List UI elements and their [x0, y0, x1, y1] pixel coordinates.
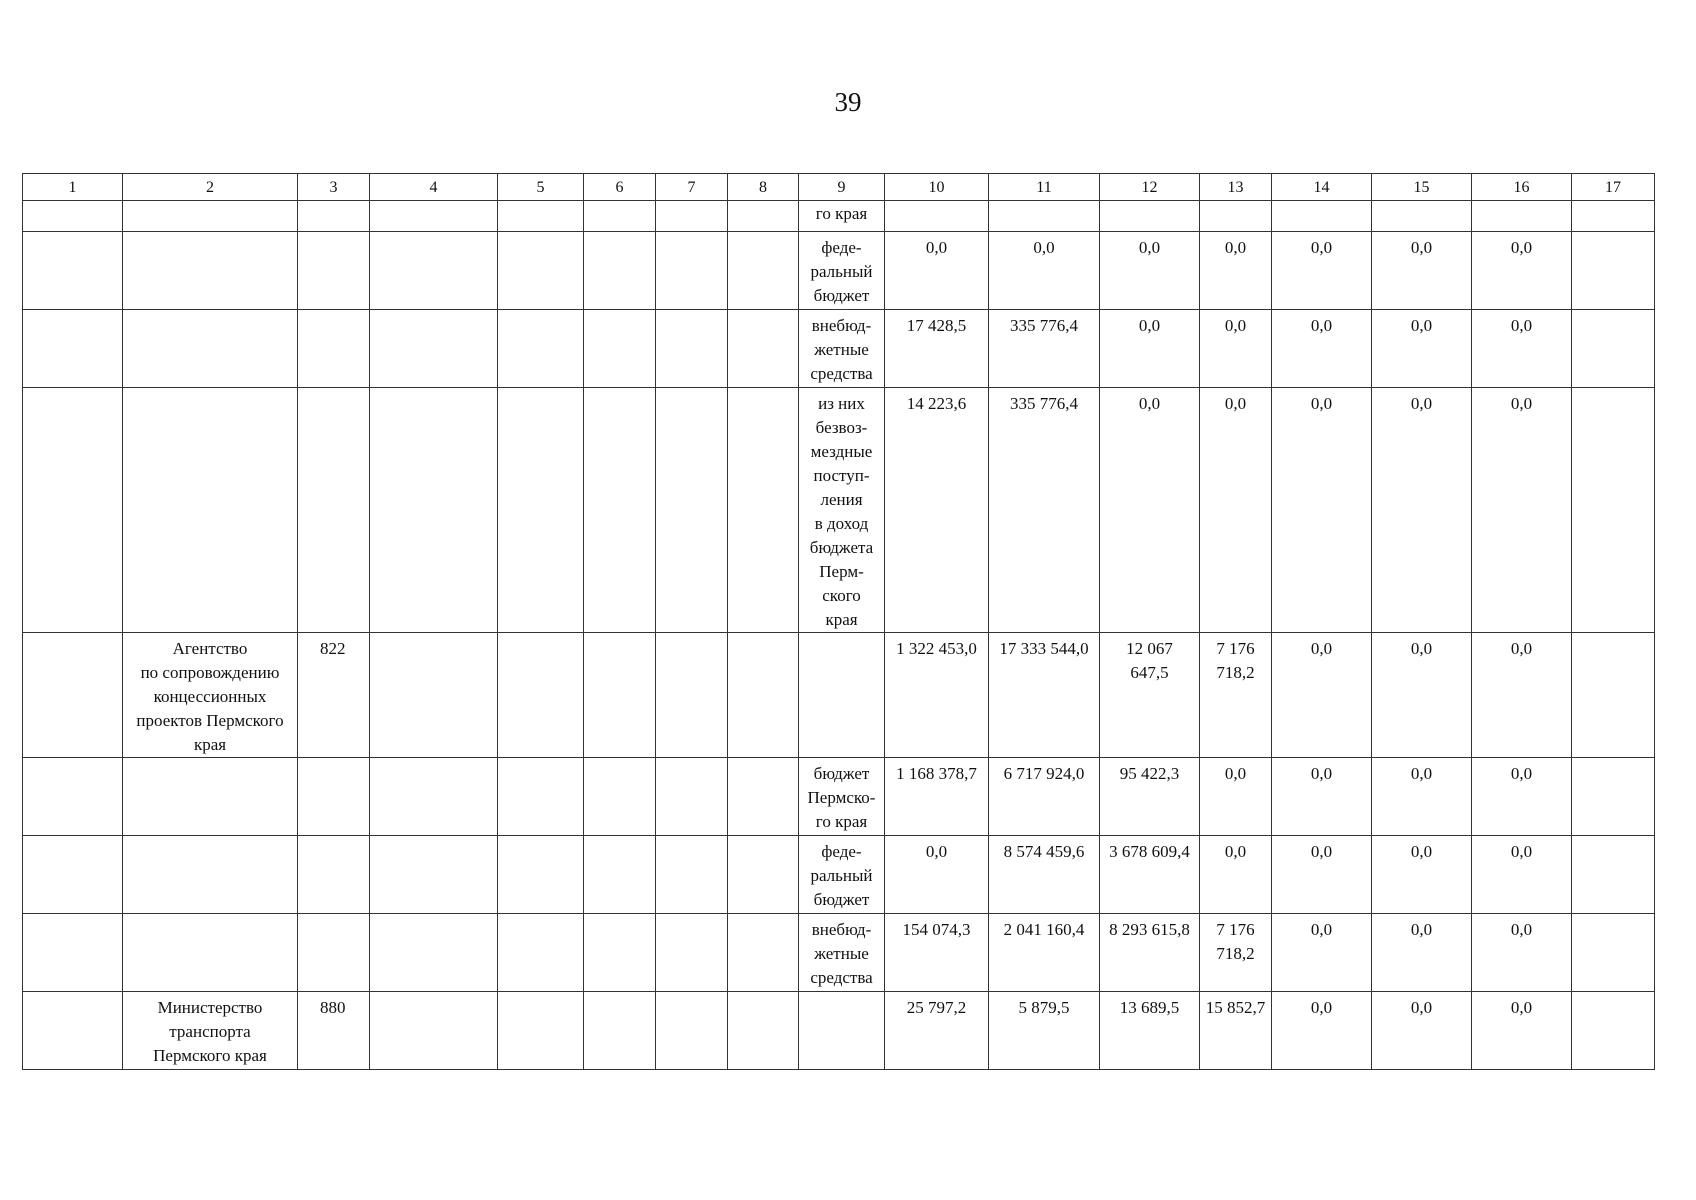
empty-cell: [656, 992, 728, 1070]
page-number: 39: [834, 87, 862, 117]
value-cell: 0,0: [1272, 232, 1372, 310]
value-cell: 0,0: [885, 232, 989, 310]
empty-cell: [370, 836, 498, 914]
value-cell: 2 041 160,4: [989, 914, 1100, 992]
value-cell: 0,0: [1472, 992, 1572, 1070]
value-cell: 0,0: [1472, 388, 1572, 633]
value-cell: 0,0: [1272, 992, 1372, 1070]
funding-source-cell: из них безвоз- мездные поступ- ления в доход бюджета Перм- ского края: [799, 388, 885, 633]
empty-cell: [656, 232, 728, 310]
value-cell: 0,0: [1372, 388, 1472, 633]
empty-cell: [584, 310, 656, 388]
value-cell: 0,0: [1372, 758, 1472, 836]
empty-cell: [370, 758, 498, 836]
value-cell: [1372, 201, 1472, 232]
organization-cell: [123, 201, 298, 232]
column-header: 3: [298, 174, 370, 201]
funding-source-cell: го края: [799, 201, 885, 232]
value-cell: [1200, 201, 1272, 232]
value-cell: 13 689,5: [1100, 992, 1200, 1070]
table-header-row: [23, 174, 1655, 201]
empty-cell: [23, 232, 123, 310]
table-row: [23, 232, 1655, 310]
empty-cell: [584, 201, 656, 232]
value-cell: 0,0: [1372, 914, 1472, 992]
empty-cell: [656, 914, 728, 992]
empty-cell: [656, 388, 728, 633]
column-header: 15: [1372, 174, 1472, 201]
value-cell: 0,0: [1372, 232, 1472, 310]
empty-cell: [23, 310, 123, 388]
code-cell: [298, 232, 370, 310]
budget-table: [22, 173, 1655, 1070]
empty-cell: [584, 388, 656, 633]
code-cell: [298, 388, 370, 633]
code-cell: [298, 914, 370, 992]
empty-cell: [728, 914, 799, 992]
column-header: 17: [1572, 174, 1655, 201]
empty-cell: [728, 758, 799, 836]
value-cell: 0,0: [1472, 310, 1572, 388]
funding-source-cell: феде- ральный бюджет: [799, 232, 885, 310]
funding-source-cell: [799, 992, 885, 1070]
empty-cell: [656, 310, 728, 388]
value-cell: 17 428,5: [885, 310, 989, 388]
empty-cell: [728, 633, 799, 758]
organization-cell: [123, 758, 298, 836]
empty-cell: [23, 201, 123, 232]
organization-cell: [123, 914, 298, 992]
table-row: [23, 836, 1655, 914]
empty-cell: [498, 201, 584, 232]
empty-cell: [23, 388, 123, 633]
value-cell: 0,0: [885, 836, 989, 914]
value-cell: 6 717 924,0: [989, 758, 1100, 836]
table-row: [23, 914, 1655, 992]
value-cell: 17 333 544,0: [989, 633, 1100, 758]
empty-cell: [370, 201, 498, 232]
empty-cell: [1572, 310, 1655, 388]
value-cell: 1 322 453,0: [885, 633, 989, 758]
empty-cell: [584, 633, 656, 758]
value-cell: 0,0: [1200, 388, 1272, 633]
value-cell: 0,0: [1472, 914, 1572, 992]
empty-cell: [728, 310, 799, 388]
value-cell: 0,0: [1472, 758, 1572, 836]
value-cell: 95 422,3: [1100, 758, 1200, 836]
empty-cell: [1572, 201, 1655, 232]
empty-cell: [370, 914, 498, 992]
value-cell: 0,0: [1272, 633, 1372, 758]
empty-cell: [23, 758, 123, 836]
empty-cell: [656, 758, 728, 836]
empty-cell: [370, 992, 498, 1070]
column-header: 9: [799, 174, 885, 201]
empty-cell: [498, 836, 584, 914]
column-header: 2: [123, 174, 298, 201]
value-cell: 0,0: [1200, 310, 1272, 388]
value-cell: 0,0: [1372, 310, 1472, 388]
value-cell: 0,0: [1372, 836, 1472, 914]
funding-source-cell: внебюд- жетные средства: [799, 310, 885, 388]
table-row: [23, 388, 1655, 633]
value-cell: 7 176 718,2: [1200, 633, 1272, 758]
empty-cell: [584, 836, 656, 914]
empty-cell: [23, 633, 123, 758]
funding-source-cell: бюджет Пермско- го края: [799, 758, 885, 836]
value-cell: 0,0: [1472, 232, 1572, 310]
value-cell: 8 293 615,8: [1100, 914, 1200, 992]
empty-cell: [23, 836, 123, 914]
empty-cell: [370, 232, 498, 310]
empty-cell: [498, 310, 584, 388]
value-cell: 8 574 459,6: [989, 836, 1100, 914]
empty-cell: [584, 992, 656, 1070]
table-row: [23, 310, 1655, 388]
empty-cell: [370, 388, 498, 633]
value-cell: 0,0: [1372, 633, 1472, 758]
value-cell: [1472, 201, 1572, 232]
column-header: 6: [584, 174, 656, 201]
value-cell: 0,0: [1100, 388, 1200, 633]
column-header: 12: [1100, 174, 1200, 201]
value-cell: 7 176 718,2: [1200, 914, 1272, 992]
value-cell: [885, 201, 989, 232]
value-cell: 0,0: [1200, 232, 1272, 310]
empty-cell: [23, 992, 123, 1070]
empty-cell: [370, 633, 498, 758]
organization-cell: [123, 232, 298, 310]
empty-cell: [1572, 992, 1655, 1070]
empty-cell: [728, 992, 799, 1070]
empty-cell: [728, 232, 799, 310]
value-cell: 5 879,5: [989, 992, 1100, 1070]
organization-cell: [123, 388, 298, 633]
value-cell: 25 797,2: [885, 992, 989, 1070]
empty-cell: [584, 914, 656, 992]
value-cell: 3 678 609,4: [1100, 836, 1200, 914]
value-cell: 0,0: [1272, 836, 1372, 914]
value-cell: [989, 201, 1100, 232]
column-header: 4: [370, 174, 498, 201]
value-cell: 0,0: [1472, 836, 1572, 914]
value-cell: 335 776,4: [989, 388, 1100, 633]
empty-cell: [1572, 914, 1655, 992]
value-cell: 0,0: [1100, 232, 1200, 310]
value-cell: 0,0: [1200, 758, 1272, 836]
table-row: [23, 758, 1655, 836]
value-cell: 335 776,4: [989, 310, 1100, 388]
value-cell: 0,0: [989, 232, 1100, 310]
column-header: 14: [1272, 174, 1372, 201]
code-cell: 822: [298, 633, 370, 758]
organization-cell: [123, 836, 298, 914]
value-cell: 14 223,6: [885, 388, 989, 633]
empty-cell: [656, 201, 728, 232]
value-cell: 0,0: [1200, 836, 1272, 914]
value-cell: 0,0: [1272, 914, 1372, 992]
table-row: [23, 633, 1655, 758]
code-cell: 880: [298, 992, 370, 1070]
column-header: 10: [885, 174, 989, 201]
empty-cell: [23, 914, 123, 992]
organization-cell: Агентство по сопровождению концессионных проектов Пермского края: [123, 633, 298, 758]
funding-source-cell: феде- ральный бюджет: [799, 836, 885, 914]
empty-cell: [498, 914, 584, 992]
empty-cell: [1572, 388, 1655, 633]
empty-cell: [728, 388, 799, 633]
value-cell: 12 067 647,5: [1100, 633, 1200, 758]
empty-cell: [1572, 836, 1655, 914]
organization-cell: [123, 310, 298, 388]
table-row: [23, 992, 1655, 1070]
empty-cell: [656, 633, 728, 758]
organization-cell: Министерство транспорта Пермского края: [123, 992, 298, 1070]
empty-cell: [498, 992, 584, 1070]
value-cell: [1100, 201, 1200, 232]
code-cell: [298, 310, 370, 388]
code-cell: [298, 836, 370, 914]
empty-cell: [728, 201, 799, 232]
table-row: [23, 201, 1655, 232]
empty-cell: [498, 232, 584, 310]
empty-cell: [1572, 232, 1655, 310]
funding-source-cell: [799, 633, 885, 758]
empty-cell: [498, 758, 584, 836]
empty-cell: [584, 232, 656, 310]
empty-cell: [1572, 758, 1655, 836]
column-header: 5: [498, 174, 584, 201]
empty-cell: [498, 633, 584, 758]
empty-cell: [370, 310, 498, 388]
value-cell: 1 168 378,7: [885, 758, 989, 836]
value-cell: 0,0: [1272, 388, 1372, 633]
value-cell: 0,0: [1272, 310, 1372, 388]
value-cell: 15 852,7: [1200, 992, 1272, 1070]
empty-cell: [728, 836, 799, 914]
column-header: 11: [989, 174, 1100, 201]
column-header: 16: [1472, 174, 1572, 201]
code-cell: [298, 758, 370, 836]
column-header: 7: [656, 174, 728, 201]
code-cell: [298, 201, 370, 232]
value-cell: 0,0: [1372, 992, 1472, 1070]
empty-cell: [1572, 633, 1655, 758]
value-cell: 154 074,3: [885, 914, 989, 992]
column-header: 8: [728, 174, 799, 201]
empty-cell: [656, 836, 728, 914]
column-header: 1: [23, 174, 123, 201]
column-header: 13: [1200, 174, 1272, 201]
value-cell: 0,0: [1100, 310, 1200, 388]
value-cell: [1272, 201, 1372, 232]
value-cell: 0,0: [1272, 758, 1372, 836]
empty-cell: [498, 388, 584, 633]
funding-source-cell: внебюд- жетные средства: [799, 914, 885, 992]
value-cell: 0,0: [1472, 633, 1572, 758]
empty-cell: [584, 758, 656, 836]
